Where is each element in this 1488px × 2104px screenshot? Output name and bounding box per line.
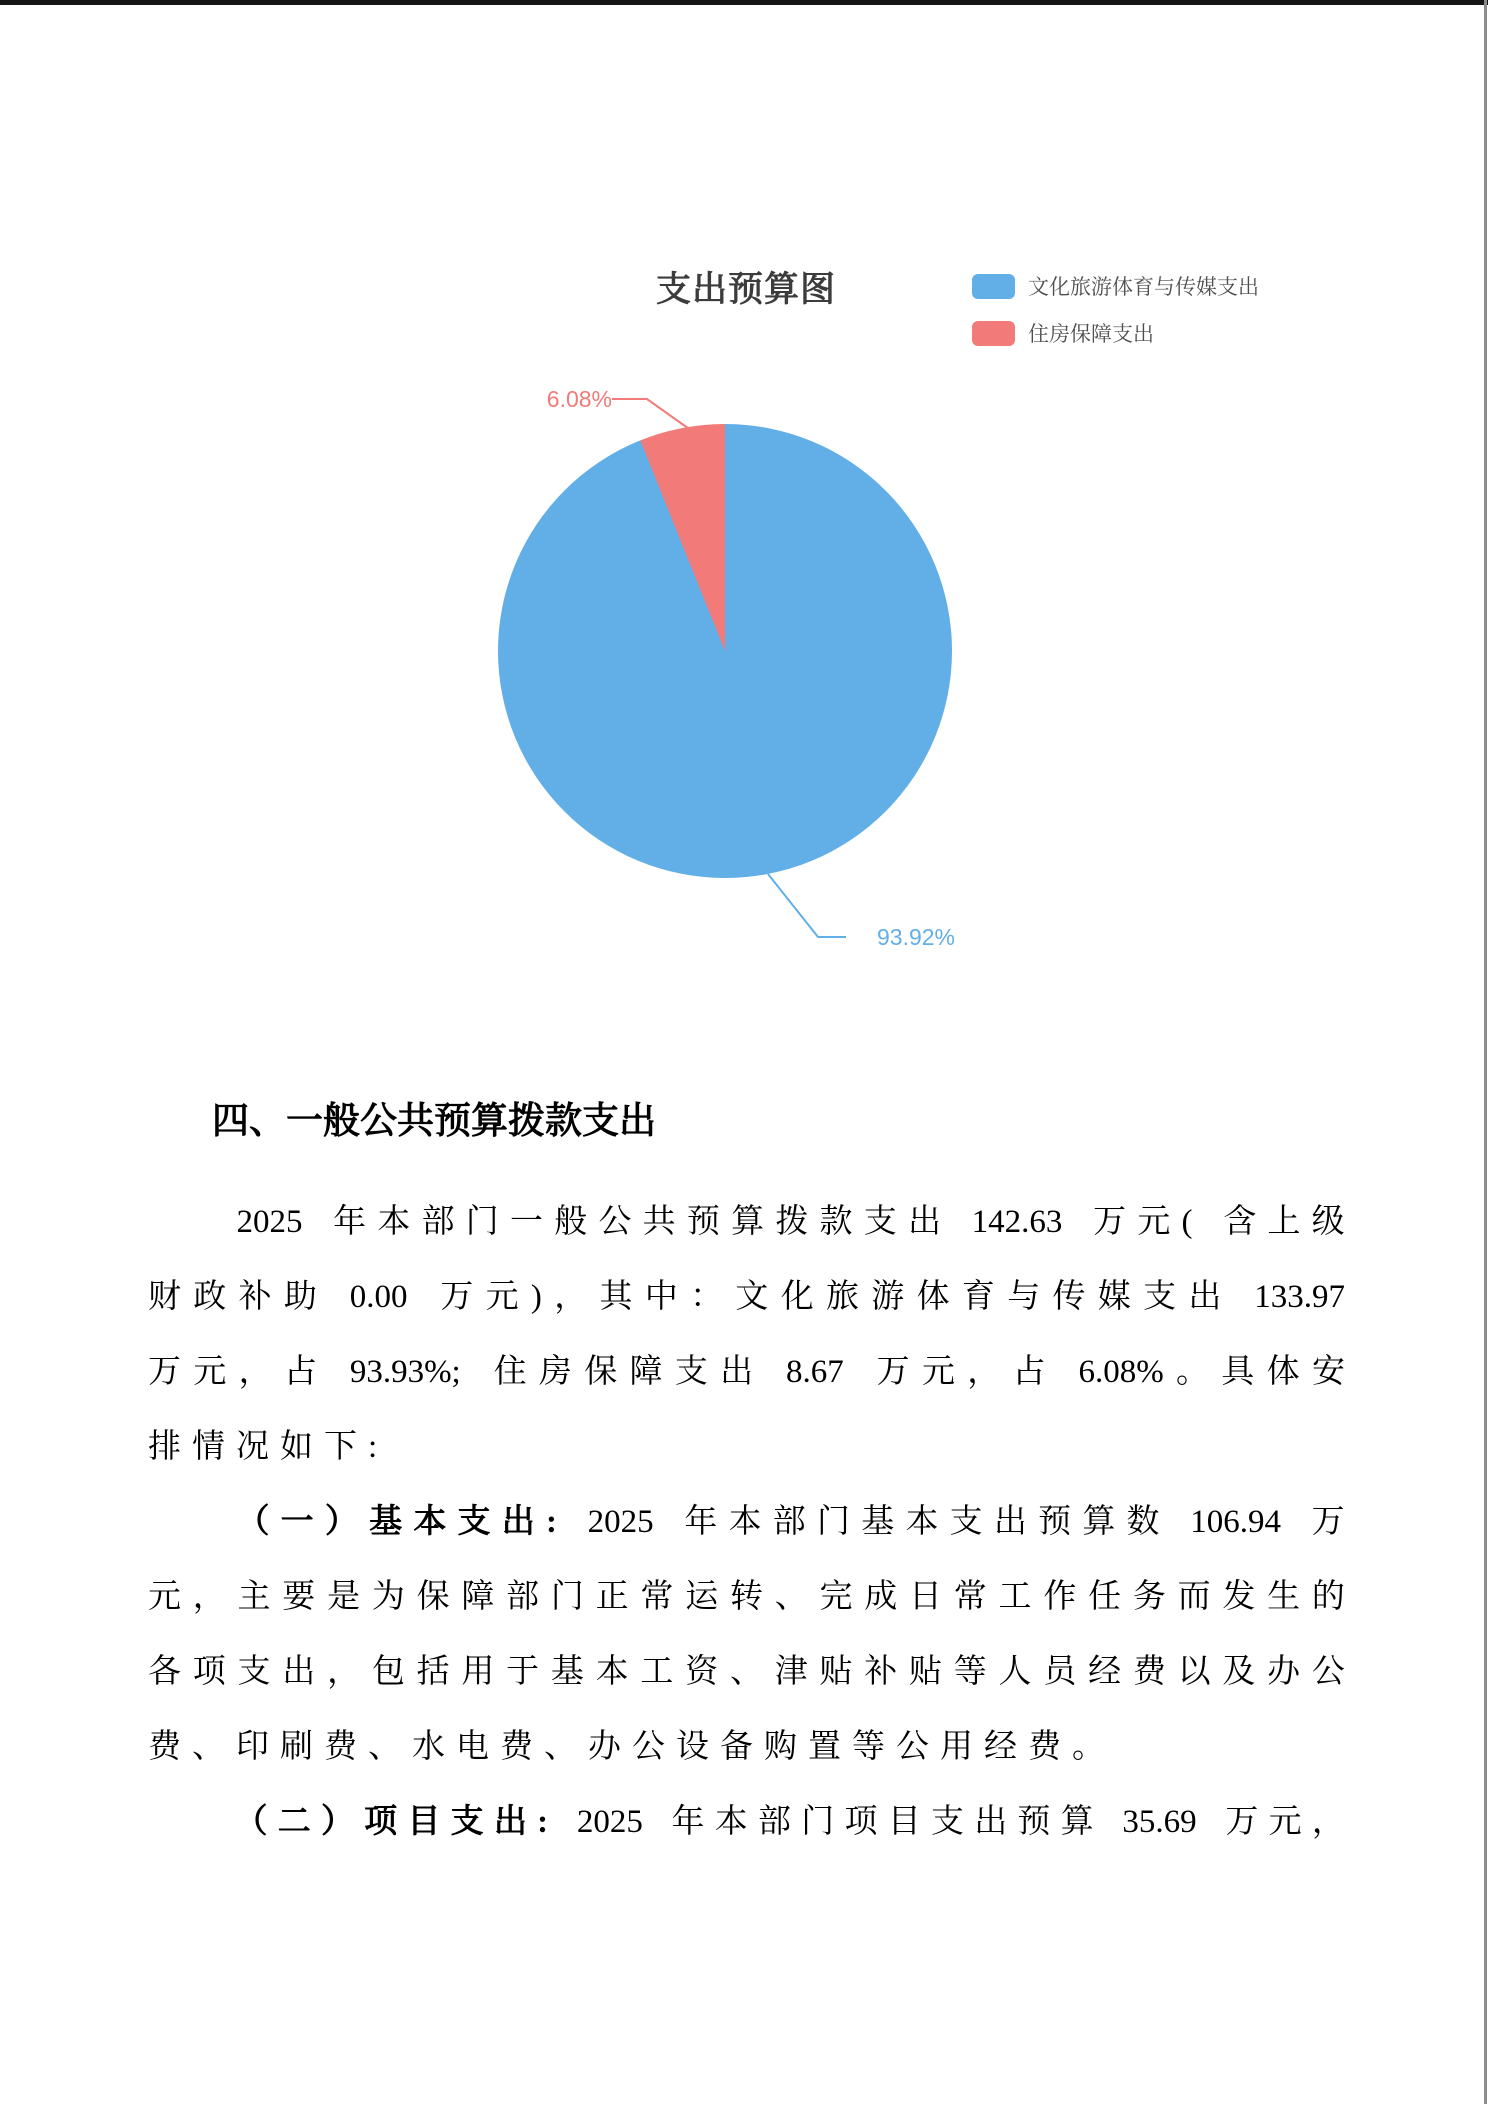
pie-graphic xyxy=(498,424,952,878)
document-body xyxy=(148,1185,1345,1860)
document-line: （ 二 ） 项 目 支 出 : 2025 年 本 部 门 项 目 支 出 预 算 35.69 万 元 ， xyxy=(234,1804,1345,1840)
document-line: （ 一 ） 基 本 支 出 : 2025 年 本 部 门 基 本 支 出 预 算 数 106.94 万 xyxy=(236,1504,1345,1540)
document-line: 万 元 ， 占 93.93%; 住 房 保 障 支 出 8.67 万 元 ， 占 6.08% 。 具 体 安 xyxy=(148,1354,1345,1390)
leader-line-minority xyxy=(612,399,692,431)
legend-swatch xyxy=(972,274,1015,299)
page-right-border xyxy=(1484,0,1487,2104)
pie-label-minority: 6.08% xyxy=(546,386,612,412)
section-heading: 四、一般公共预算拨款支出 xyxy=(212,1100,656,1141)
page-top-border xyxy=(0,0,1488,5)
chart-legend xyxy=(972,271,1259,348)
legend-swatch xyxy=(972,321,1015,346)
document-line: 2025 年 本 部 门 一 般 公 共 预 算 拨 款 支 出 142.63 万 元 ( 含 上 级 xyxy=(236,1204,1345,1240)
legend-item xyxy=(972,318,1259,348)
document-line: 各 项 支 出 ， 包 括 用 于 基 本 工 资 、 津 贴 补 贴 等 人 员 经 费 以 及 办 公 xyxy=(148,1654,1345,1690)
legend-label: 文化旅游体育与传媒支出 xyxy=(1028,276,1259,299)
document-line: 费、印刷费、水电费、办公设备购置等公用经费。 xyxy=(148,1729,1116,1765)
pie-label-majority: 93.92% xyxy=(877,924,956,950)
legend-label: 住房保障支出 xyxy=(1028,323,1154,346)
legend-item xyxy=(972,271,1259,301)
document-line: 元 ， 主 要 是 为 保 障 部 门 正 常 运 转 、 完 成 日 常 工 作 任 务 而 发 生 的 xyxy=(148,1579,1345,1615)
document-line: 财 政 补 助 0.00 万 元 ) ， 其 中 ： 文 化 旅 游 体 育 与 传 媒 支 出 133.97 xyxy=(148,1279,1345,1315)
document-line: 排情况如下: xyxy=(148,1429,389,1465)
chart-title: 支出预算图 xyxy=(656,270,837,309)
leader-line-majority xyxy=(768,874,846,937)
